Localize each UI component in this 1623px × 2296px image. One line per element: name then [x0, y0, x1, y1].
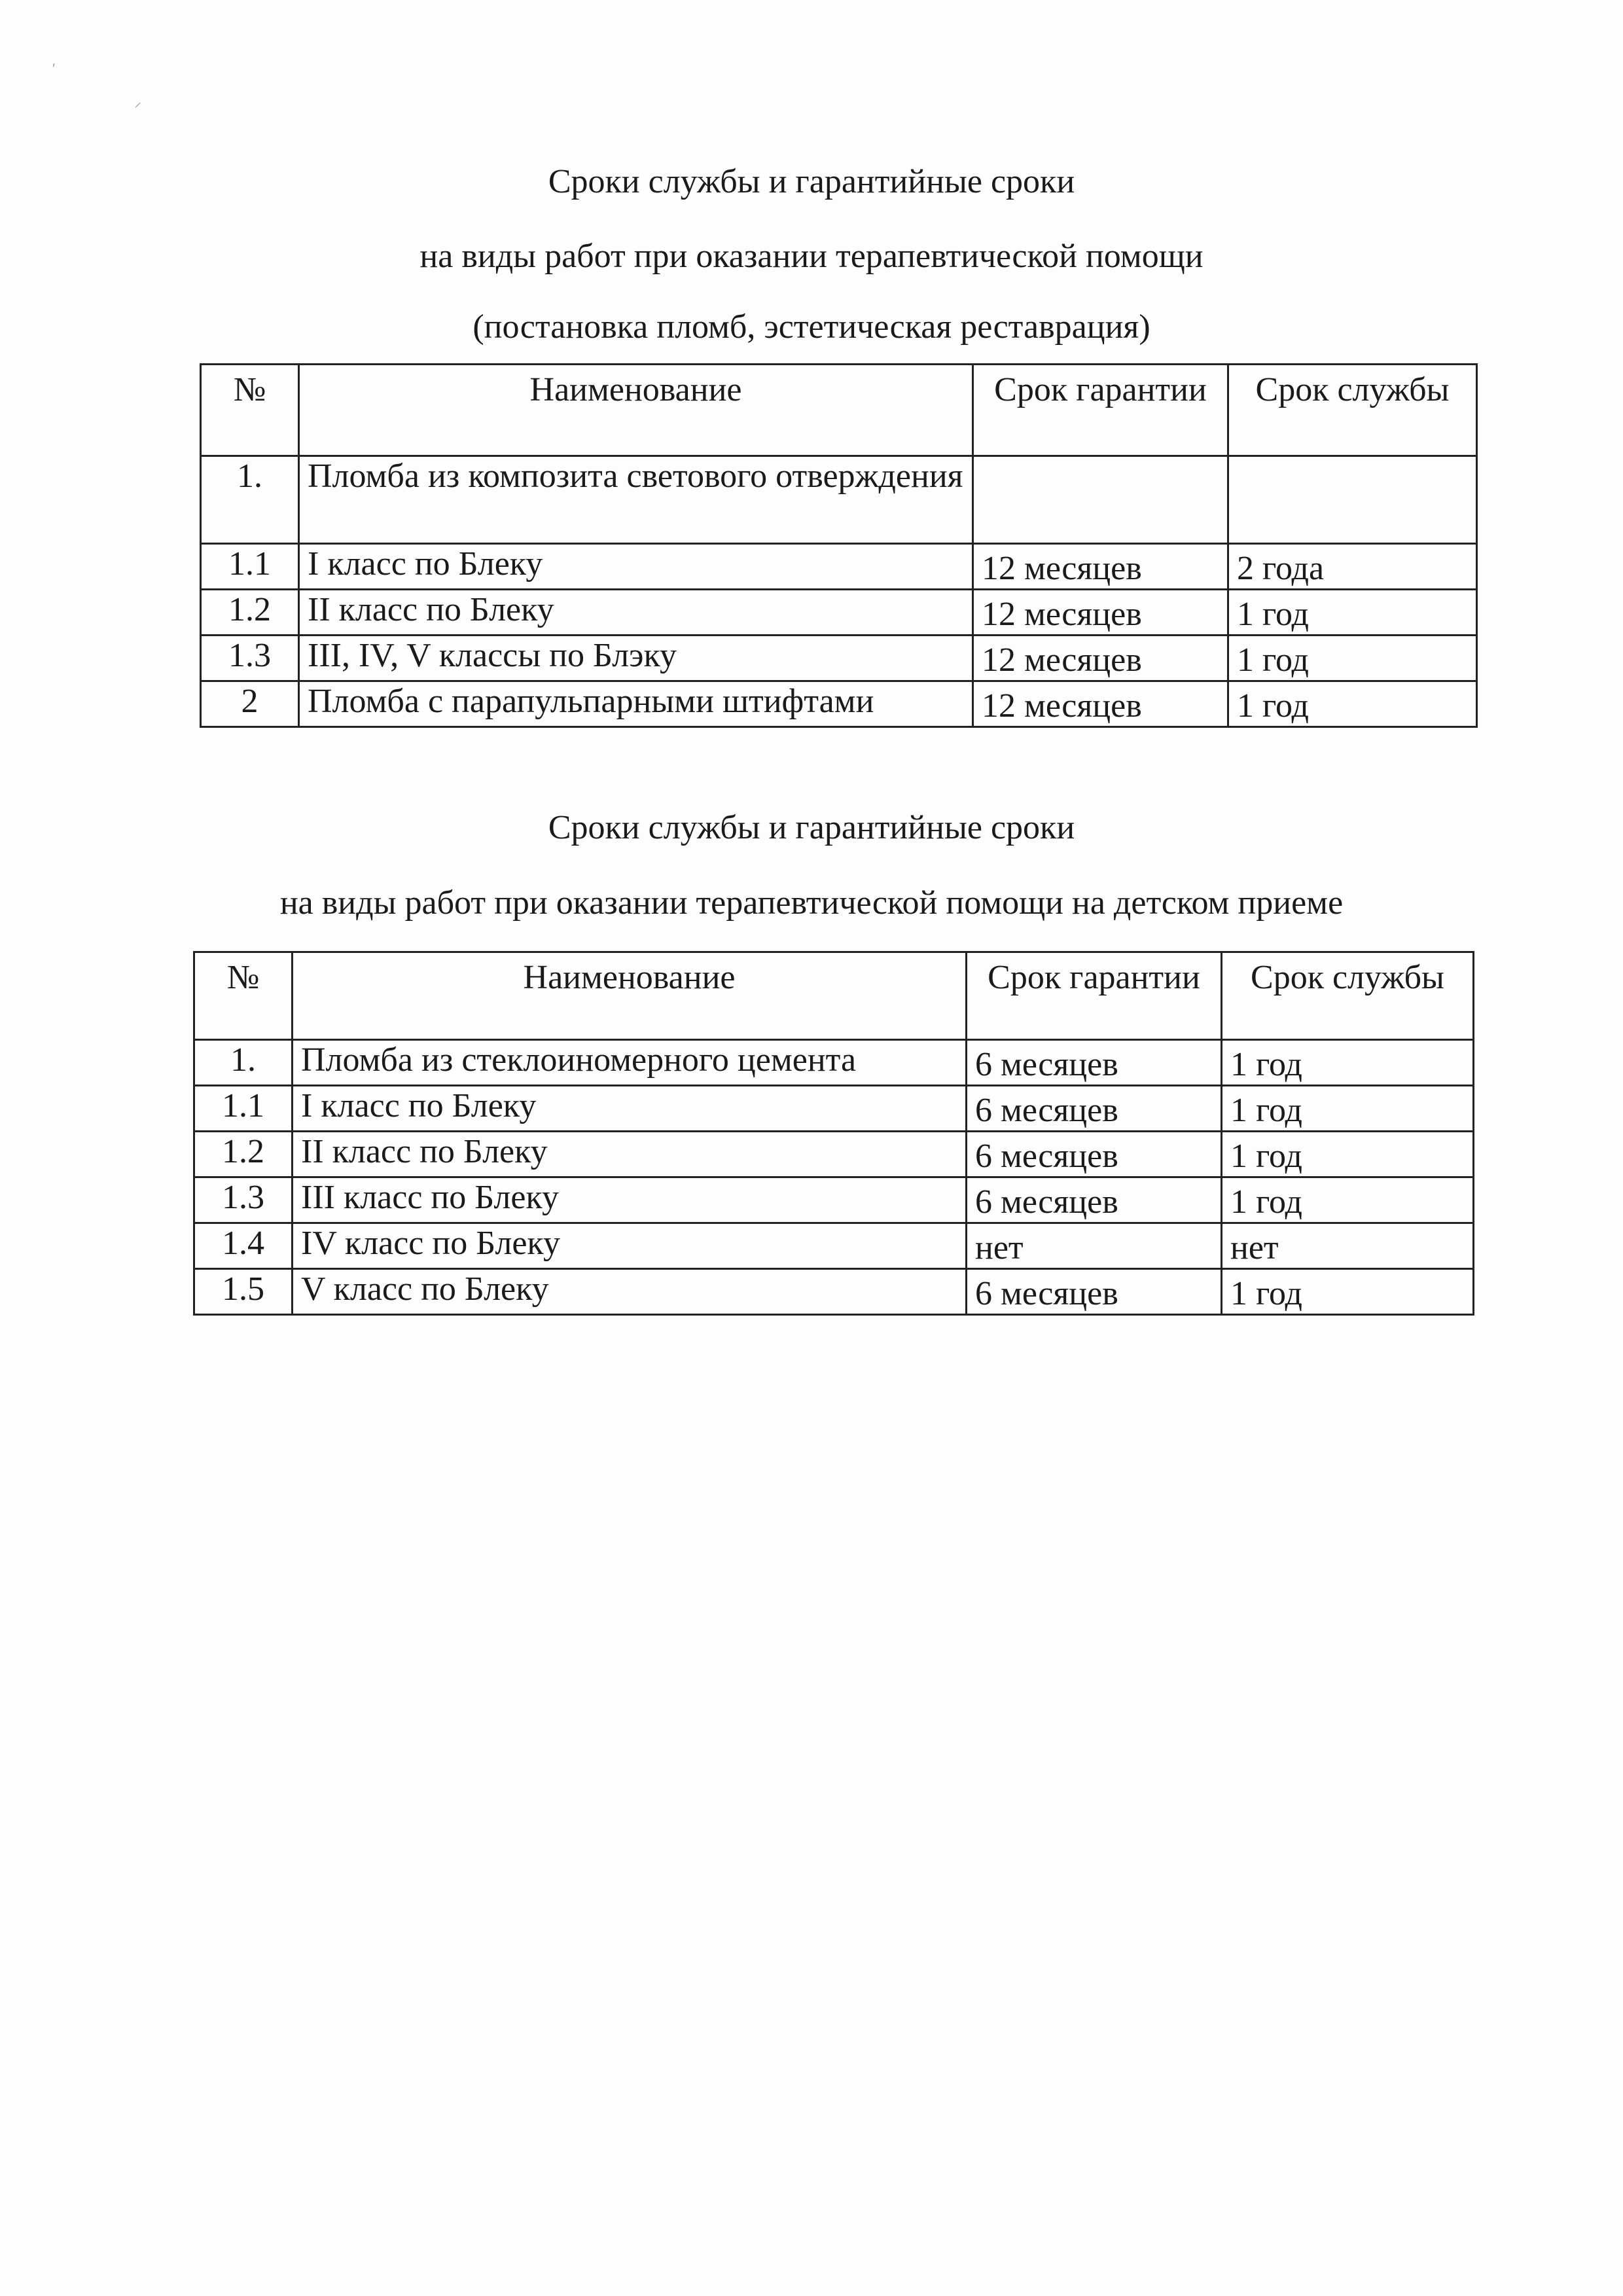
row-name: III класс по Блеку	[293, 1177, 967, 1223]
table-row	[201, 590, 1477, 636]
row-warranty: 12 месяцев	[973, 681, 1228, 727]
table-header-row	[194, 952, 1474, 1040]
row-name: III, IV, V классы по Блэку	[299, 636, 973, 681]
row-warranty: 6 месяцев	[967, 1040, 1222, 1086]
header-name: Наименование	[293, 952, 967, 1040]
row-num: 1.5	[194, 1269, 293, 1315]
row-num: 1.2	[201, 590, 299, 636]
row-warranty: 12 месяцев	[973, 636, 1228, 681]
row-warranty	[973, 456, 1228, 544]
row-service: 1 год	[1228, 590, 1477, 636]
table-row	[194, 1269, 1474, 1315]
warranty-table-adult	[200, 363, 1478, 728]
header-num: №	[201, 365, 299, 456]
table-row	[201, 456, 1477, 544]
table-row	[201, 544, 1477, 590]
row-service: 1 год	[1222, 1040, 1474, 1086]
row-service: 1 год	[1222, 1086, 1474, 1132]
row-num: 1.2	[194, 1132, 293, 1177]
header-service: Срок службы	[1228, 365, 1477, 456]
row-service: 1 год	[1222, 1177, 1474, 1223]
row-warranty: 6 месяцев	[967, 1132, 1222, 1177]
table-header-row	[201, 365, 1477, 456]
section1-title-line2: на виды работ при оказании терапевтической помощи	[419, 238, 1204, 275]
warranty-table-children	[193, 951, 1474, 1316]
row-num: 1.1	[201, 544, 299, 590]
row-name: Пломба из стеклоиномерного цемента	[293, 1040, 967, 1086]
row-warranty: 6 месяцев	[967, 1177, 1222, 1223]
row-name: II класс по Блеку	[299, 590, 973, 636]
row-name: V класс по Блеку	[293, 1269, 967, 1315]
row-warranty: 12 месяцев	[973, 544, 1228, 590]
scan-speck: ʹ	[52, 60, 56, 77]
row-name: Пломба с парапульпарными штифтами	[299, 681, 973, 727]
table-row	[201, 681, 1477, 727]
row-service: 1 год	[1228, 636, 1477, 681]
row-service	[1228, 456, 1477, 544]
section2-title-line1: Сроки службы и гарантийные сроки	[548, 809, 1075, 846]
row-warranty: 6 месяцев	[967, 1269, 1222, 1315]
header-warranty: Срок гарантии	[967, 952, 1222, 1040]
row-num: 1.4	[194, 1223, 293, 1269]
table-row	[194, 1040, 1474, 1086]
scan-speck: ⸝	[134, 94, 142, 110]
row-name: IV класс по Блеку	[293, 1223, 967, 1269]
row-service: нет	[1222, 1223, 1474, 1269]
row-num: 1.3	[201, 636, 299, 681]
row-warranty: 12 месяцев	[973, 590, 1228, 636]
table-row	[194, 1177, 1474, 1223]
row-service: 1 год	[1222, 1269, 1474, 1315]
row-num: 2	[201, 681, 299, 727]
table-row	[194, 1223, 1474, 1269]
row-num: 1.	[194, 1040, 293, 1086]
header-name: Наименование	[299, 365, 973, 456]
row-num: 1.3	[194, 1177, 293, 1223]
table-row	[201, 636, 1477, 681]
row-warranty: нет	[967, 1223, 1222, 1269]
section1-title-line3: (постановка пломб, эстетическая реставрация)	[473, 308, 1150, 346]
header-num: №	[194, 952, 293, 1040]
row-service: 2 года	[1228, 544, 1477, 590]
row-name: Пломба из композита светового отверждения	[299, 456, 973, 544]
row-name: I класс по Блеку	[299, 544, 973, 590]
row-num: 1.1	[194, 1086, 293, 1132]
header-warranty: Срок гарантии	[973, 365, 1228, 456]
section1-title-line1: Сроки службы и гарантийные сроки	[548, 163, 1075, 200]
row-name: II класс по Блеку	[293, 1132, 967, 1177]
table-row	[194, 1132, 1474, 1177]
table-row	[194, 1086, 1474, 1132]
row-warranty: 6 месяцев	[967, 1086, 1222, 1132]
row-service: 1 год	[1228, 681, 1477, 727]
row-service: 1 год	[1222, 1132, 1474, 1177]
row-name: I класс по Блеку	[293, 1086, 967, 1132]
section2-title-line2: на виды работ при оказании терапевтической помощи на детском приеме	[279, 884, 1344, 922]
header-service: Срок службы	[1222, 952, 1474, 1040]
row-num: 1.	[201, 456, 299, 544]
